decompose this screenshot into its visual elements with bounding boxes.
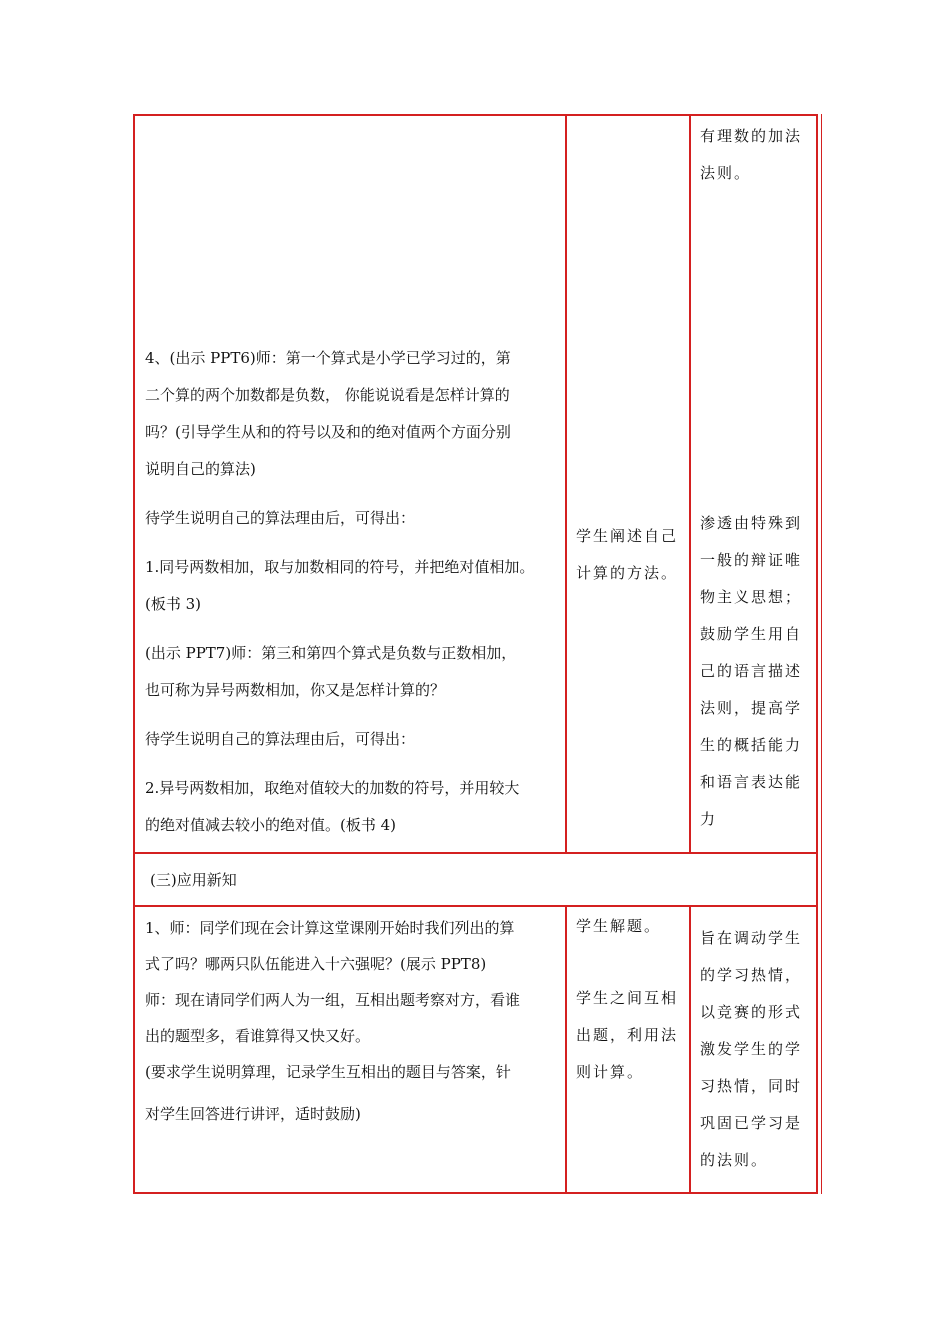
student-line: 学生阐述自己	[576, 527, 679, 545]
objective-cell-top	[700, 118, 812, 192]
row-divider-1	[133, 852, 818, 854]
practice-student-cell	[576, 908, 686, 1091]
practice-activity-cell	[145, 910, 561, 1132]
student-line: 学生之间互相	[576, 989, 679, 1007]
student-activity-cell	[576, 518, 686, 592]
student-line: 计算的方法。	[576, 564, 679, 582]
activity-line: 也可称为异号两数相加，你又是怎样计算的？	[145, 681, 446, 699]
activity-line: 1.同号两数相加，取与加数相同的符号，并把绝对值相加。	[145, 558, 535, 576]
objective-line: 法则。	[700, 164, 752, 182]
section-title: (三)应用新知	[150, 871, 237, 889]
intent-line: 以竞赛的形式	[700, 1003, 803, 1021]
practice-line: 出的题型多，看谁算得又快又好。	[145, 1027, 371, 1045]
activity-line: (出示 PPT7)师：第三和第四个算式是负数与正数相加，	[145, 644, 517, 662]
objective-line: 有理数的加法	[700, 127, 803, 145]
intent-line: 鼓励学生用自	[700, 625, 803, 643]
intent-line: 旨在调动学生	[700, 929, 803, 947]
practice-line: (要求学生说明算理，记录学生互相出的题目与答案，针	[145, 1063, 511, 1081]
right-double-border	[821, 114, 822, 1194]
practice-line: 1、师：同学们现在会计算这堂课刚开始时我们列出的算	[145, 919, 515, 937]
intent-line: 力	[700, 810, 718, 828]
intent-line: 法则，提高学	[700, 699, 803, 717]
intent-line: 激发学生的学	[700, 1040, 803, 1058]
activity-line: 说明自己的算法)	[145, 460, 256, 478]
student-line: 学生解题。	[576, 917, 662, 935]
column-divider-2	[689, 114, 691, 854]
intent-line: 习热情，同时	[700, 1077, 803, 1095]
intent-line: 渗透由特殊到	[700, 514, 803, 532]
activity-line: 的绝对值减去较小的绝对值。(板书 4)	[145, 816, 397, 834]
practice-line: 对学生回答进行讲评，适时鼓励)	[145, 1105, 361, 1123]
activity-line: 吗？(引导学生从和的符号以及和的绝对值两个方面分别	[145, 423, 511, 441]
intent-line: 和语言表达能	[700, 773, 803, 791]
practice-line: 式了吗？哪两只队伍能进入十六强呢？(展示 PPT8)	[145, 955, 487, 973]
intent-line: 巩固已学习是	[700, 1114, 803, 1132]
activity-line: (板书 3)	[145, 595, 202, 613]
activity-line: 二个算的两个加数都是负数， 你能说说看是怎样计算的	[145, 386, 510, 404]
teacher-activity-cell	[145, 340, 561, 844]
row-divider-2	[133, 905, 818, 907]
intent-line: 的法则。	[700, 1151, 769, 1169]
practice-intent-cell	[700, 920, 812, 1179]
column-divider-2b	[689, 906, 691, 1194]
activity-line: 4、(出示 PPT6)师：第一个算式是小学已学习过的，第	[145, 349, 511, 367]
student-line: 出题，利用法	[576, 1026, 679, 1044]
column-divider-1b	[565, 906, 567, 1194]
intent-line: 一般的辩证唯	[700, 551, 803, 569]
intent-line: 的学习热情，	[700, 966, 803, 984]
activity-line: 待学生说明自己的算法理由后，可得出：	[145, 509, 416, 527]
intent-line: 生的概括能力	[700, 736, 803, 754]
column-divider-1	[565, 114, 567, 854]
practice-line: 师：现在请同学们两人为一组，互相出题考察对方，看谁	[145, 991, 521, 1009]
activity-line: 待学生说明自己的算法理由后，可得出：	[145, 730, 416, 748]
intent-line: 物主义思想；	[700, 588, 803, 606]
design-intent-cell	[700, 505, 812, 838]
activity-line: 2.异号两数相加，取绝对值较大的加数的符号，并用较大	[145, 779, 520, 797]
intent-line: 己的语言描述	[700, 662, 803, 680]
student-line: 则计算。	[576, 1063, 645, 1081]
